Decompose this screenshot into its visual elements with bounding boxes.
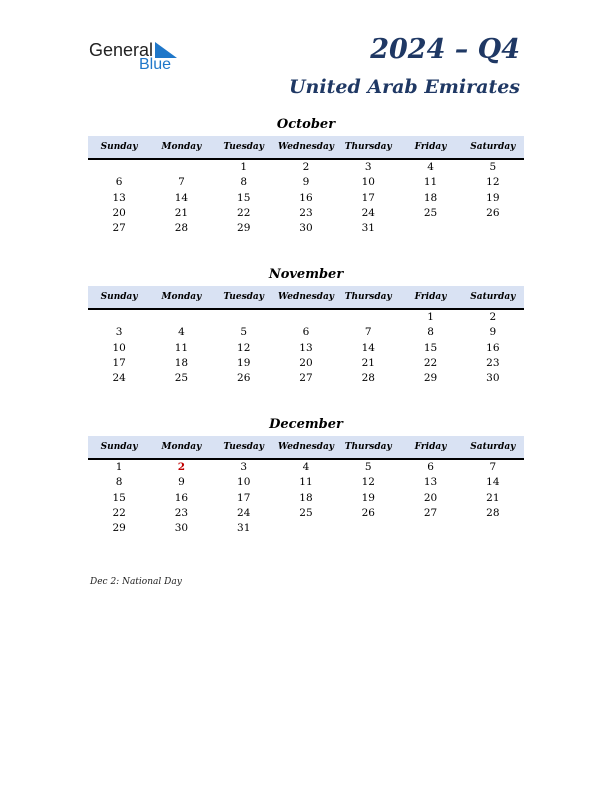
weekday-header: Wednesday [277,142,335,152]
weekday-header: Friday [414,442,447,452]
week-row [88,371,524,386]
day-cell: 23 [174,506,189,519]
day-cell: 11 [174,341,189,354]
day-cell: 19 [361,491,375,504]
week-row [88,475,524,490]
day-cell: 8 [427,326,434,339]
week-row [88,221,524,236]
month-title: October [276,117,336,132]
day-cell: 14 [361,341,375,354]
day-cell: 6 [302,326,310,339]
week-row [88,341,524,356]
day-cell: 14 [486,476,500,489]
day-cell: 15 [423,341,438,354]
day-cell: 20 [112,206,126,219]
day-cell: 3 [364,161,372,173]
week-row [88,325,524,340]
day-cell: 4 [427,161,434,173]
day-cell: 27 [112,222,126,235]
day-cell: 10 [237,476,251,489]
day-cell: 30 [486,372,500,385]
day-cell [275,521,337,536]
month-december [88,416,524,536]
day-cell: 28 [486,506,500,519]
day-cell: 3 [240,461,248,473]
day-cell: 24 [361,206,375,219]
day-cell: 21 [361,356,375,369]
day-cell: 14 [174,191,189,204]
day-cell [88,160,150,175]
day-cell: 12 [361,476,375,489]
page-title: 2024 – Q4 [370,34,520,65]
day-cell: 9 [489,326,497,339]
general-blue-logo [89,40,189,76]
day-cell [399,221,461,236]
day-cell [399,521,461,536]
day-cell: 26 [486,206,500,219]
day-cell: 26 [237,372,251,385]
day-cell: 21 [486,491,500,504]
day-cell: 9 [178,476,185,489]
day-cell: 2 [302,161,310,173]
day-cell: 5 [489,161,497,173]
day-cell [150,310,212,325]
month-title: December [269,417,343,432]
day-cell: 15 [112,491,126,504]
weekday-header: Thursday [344,292,392,302]
day-cell: 8 [115,476,123,489]
day-cell: 1 [427,311,434,323]
day-cell: 7 [489,461,497,473]
logo-word-general: General [89,40,154,60]
day-cell: 5 [364,461,372,473]
day-cell: 22 [423,356,438,369]
weekday-header: Saturday [470,142,516,152]
day-cell [275,310,337,325]
month-november [88,266,524,386]
day-cell: 2 [489,311,497,323]
day-cell: 12 [237,341,251,354]
day-cell: 29 [112,522,126,535]
weekday-header: Wednesday [277,292,335,302]
day-cell: 10 [361,176,375,189]
week-row [88,191,524,206]
day-cell: 23 [299,206,313,219]
day-cell: 13 [423,476,438,489]
weekday-header: Friday [414,142,447,152]
week-row [88,175,524,190]
weekday-header: Sunday [100,292,138,302]
day-cell: 22 [237,206,251,219]
day-cell: 25 [299,506,313,519]
day-cell: 17 [237,491,251,504]
day-cell: 13 [299,341,313,354]
weekday-header: Tuesday [223,442,264,452]
day-cell: 17 [112,356,126,369]
day-cell: 20 [299,356,313,369]
weekday-header: Sunday [100,442,138,452]
weekday-header: Monday [161,442,202,452]
day-cell: 25 [423,206,438,219]
day-cell [213,310,275,325]
weekday-header-row [88,136,524,160]
day-cell: 28 [361,372,375,385]
day-cell: 11 [423,176,438,189]
week-row [88,460,524,475]
day-cell: 16 [174,491,189,504]
weekday-header: Sunday [100,142,138,152]
day-cell: 19 [237,356,251,369]
weekday-header: Wednesday [277,442,335,452]
day-cell [150,160,212,175]
day-cell: 29 [237,222,251,235]
day-cell: 7 [178,176,185,189]
day-cell: 29 [423,372,438,385]
country-subtitle: United Arab Emirates [288,76,520,98]
day-cell [88,310,150,325]
day-cell: 15 [237,191,251,204]
weekday-header-row [88,436,524,460]
week-row [88,506,524,521]
day-cell: 18 [174,356,189,369]
day-cell: 20 [423,491,438,504]
day-cell: 18 [299,491,313,504]
day-cell: 12 [486,176,500,189]
day-cell: 19 [486,191,500,204]
day-cell: 24 [237,506,251,519]
day-cell: 23 [486,356,500,369]
holiday-day-cell: 2 [177,461,186,473]
day-cell: 26 [361,506,375,519]
day-cell: 24 [112,372,126,385]
day-cell: 11 [299,476,313,489]
day-cell: 27 [299,372,313,385]
day-cell: 25 [174,372,189,385]
weekday-header: Thursday [344,442,392,452]
day-cell: 6 [427,461,434,473]
day-cell: 17 [361,191,375,204]
day-cell: 21 [174,206,189,219]
day-cell: 10 [112,341,126,354]
week-row [88,491,524,506]
day-cell: 27 [423,506,438,519]
day-cell: 13 [112,191,126,204]
week-row [88,521,524,536]
day-cell: 3 [115,326,123,339]
day-cell: 6 [115,176,123,189]
day-cell: 16 [299,191,313,204]
day-cell: 30 [174,522,189,535]
weekday-header: Monday [161,142,202,152]
day-cell [337,521,399,536]
day-cell: 8 [240,176,248,189]
day-cell [462,221,524,236]
weekday-header-row [88,286,524,310]
weekday-header: Saturday [470,292,516,302]
week-row [88,356,524,371]
week-row [88,310,524,325]
week-row [88,160,524,175]
weekday-header: Monday [161,292,202,302]
weekday-header: Tuesday [223,142,264,152]
day-cell: 4 [178,326,185,339]
day-cell: 5 [240,326,248,339]
day-cell [337,310,399,325]
week-row [88,206,524,221]
day-cell: 30 [299,222,313,235]
day-cell: 31 [237,522,251,535]
weekday-header: Friday [414,292,447,302]
day-cell: 28 [174,222,189,235]
day-cell: 1 [115,461,123,473]
day-cell: 18 [423,191,438,204]
day-cell [462,521,524,536]
day-cell: 31 [361,222,375,235]
holiday-note: Dec 2: National Day [90,577,182,587]
day-cell: 4 [302,461,310,473]
day-cell: 22 [112,506,126,519]
weekday-header: Saturday [470,442,516,452]
month-october [88,116,524,236]
day-cell: 9 [302,176,310,189]
weekday-header: Thursday [344,142,392,152]
weekday-header: Tuesday [223,292,264,302]
day-cell: 16 [486,341,500,354]
logo-word-blue: Blue [139,56,172,73]
day-cell: 1 [240,161,248,173]
month-title: November [268,267,344,282]
day-cell: 7 [364,326,372,339]
